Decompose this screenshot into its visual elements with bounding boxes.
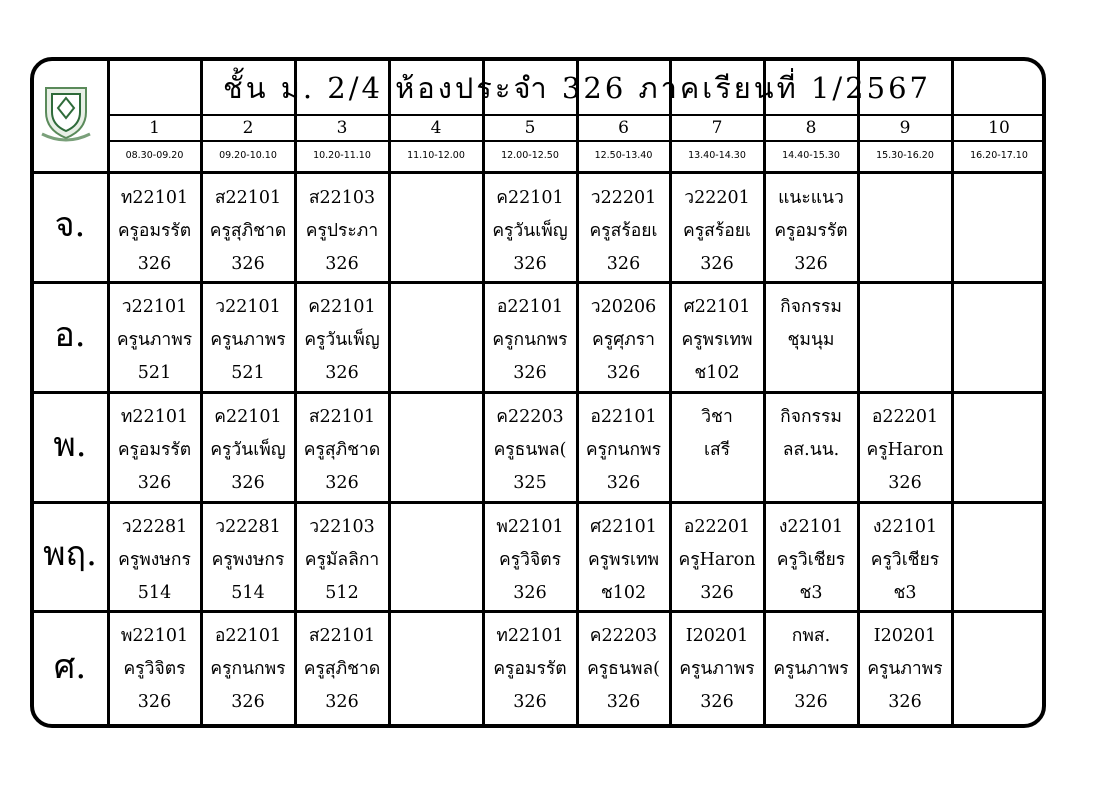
- teacher-name: ครูอมรรัต: [493, 659, 567, 679]
- room-number: [858, 248, 952, 275]
- teacher-name: ครูมัลลิกา: [304, 550, 380, 570]
- room-number: [670, 467, 764, 495]
- period-time: 08.30-09.20: [125, 150, 184, 161]
- room-number: [952, 686, 1046, 719]
- day-label: จ.: [54, 205, 86, 245]
- teacher-name: ครูวันเพ็ญ: [210, 440, 286, 460]
- teacher-name: [952, 544, 1046, 577]
- period-number: 5: [524, 118, 536, 138]
- subject-code: I20201: [873, 626, 937, 646]
- room-number: 514: [231, 583, 265, 603]
- timetable-cell: [858, 401, 952, 495]
- teacher-name: ครูธนพล(: [587, 659, 660, 679]
- room-number: ช3: [799, 583, 823, 603]
- timetable-cell: [389, 182, 483, 275]
- timetable-cell: [952, 511, 1046, 604]
- subject-code: พ22101: [120, 626, 189, 646]
- subject-code: [389, 291, 483, 324]
- teacher-name: เสรี: [703, 440, 731, 460]
- teacher-name: [952, 215, 1046, 248]
- timetable-cell: [670, 401, 764, 495]
- timetable-cell: [858, 182, 952, 275]
- subject-code: กิจกรรม: [780, 297, 842, 317]
- subject-code: อ22201: [871, 407, 939, 427]
- room-number: 326: [606, 692, 641, 712]
- room-number: 326: [325, 473, 359, 493]
- teacher-name: ครูอมรรัต: [117, 221, 192, 241]
- room-number: 326: [700, 583, 734, 603]
- teacher-name: ครูHaron: [678, 550, 756, 570]
- timetable-cell: [389, 291, 483, 385]
- timetable-cell: [201, 291, 295, 385]
- timetable-cell: [858, 511, 952, 604]
- room-number: 326: [325, 254, 359, 274]
- room-number: 326: [700, 692, 734, 712]
- subject-code: ค22101: [496, 188, 564, 208]
- period-time: 14.40-15.30: [782, 150, 840, 161]
- subject-code: [952, 620, 1046, 653]
- room-number: [952, 467, 1046, 495]
- teacher-name: ครูพงษกร: [118, 550, 191, 570]
- room-number: [389, 467, 483, 495]
- row-divider: [30, 171, 1046, 174]
- row-divider: [30, 391, 1046, 394]
- timetable-cell: [952, 620, 1046, 720]
- timetable-cell: [108, 620, 201, 720]
- teacher-name: ครูนภาพร: [116, 330, 193, 350]
- timetable-cell: [108, 291, 201, 385]
- timetable-cell: [108, 511, 201, 604]
- room-number: [389, 686, 483, 719]
- day-label: พฤ.: [43, 534, 97, 574]
- day-label: พ.: [53, 425, 87, 465]
- room-number: 326: [137, 692, 172, 712]
- teacher-name: [858, 215, 952, 248]
- timetable-cell: [577, 291, 670, 385]
- timetable-cell: [483, 182, 577, 275]
- subject-code: ค22101: [308, 297, 376, 317]
- period-number: 6: [618, 118, 629, 138]
- teacher-name: ครูกนกพร: [585, 440, 662, 460]
- room-number: 512: [325, 583, 359, 603]
- timetable-cell: [577, 620, 670, 720]
- timetable-cell: [670, 291, 764, 385]
- teacher-name: ครูนภาพร: [210, 330, 286, 350]
- teacher-name: ครูสุภิชาด: [209, 221, 287, 241]
- subject-code: ว22281: [121, 517, 188, 537]
- room-number: 326: [888, 692, 922, 712]
- timetable-cell: [670, 511, 764, 604]
- room-number: 514: [137, 583, 172, 603]
- timetable-cell: [295, 620, 389, 720]
- timetable-cell: [295, 291, 389, 385]
- subject-code: ค22203: [496, 407, 564, 427]
- teacher-name: ครูนภาพร: [679, 659, 755, 679]
- timetable-cell: [670, 182, 764, 275]
- subject-code: อ22201: [683, 517, 751, 537]
- timetable-cell: [577, 182, 670, 275]
- teacher-name: ชุมนุม: [787, 330, 835, 350]
- subject-code: อ22101: [590, 407, 657, 427]
- timetable-cell: [201, 620, 295, 720]
- timetable-cell: [108, 401, 201, 495]
- period-number: 1: [149, 118, 160, 138]
- timetable-cell: [952, 291, 1046, 385]
- teacher-name: ครูพงษกร: [211, 550, 285, 570]
- teacher-name: [952, 434, 1046, 467]
- room-number: [389, 248, 483, 275]
- teacher-name: ครูศุภรา: [592, 330, 655, 350]
- subject-code: อ22101: [496, 297, 564, 317]
- period-number: 3: [336, 118, 348, 138]
- room-number: 326: [137, 254, 172, 274]
- period-time: 10.20-11.10: [313, 150, 371, 161]
- subject-code: [858, 182, 952, 215]
- subject-code: ง22101: [872, 517, 938, 537]
- teacher-name: [952, 653, 1046, 686]
- room-number: [952, 248, 1046, 275]
- room-number: 326: [325, 363, 359, 383]
- timetable-cell: [764, 511, 858, 604]
- timetable-cell: [764, 401, 858, 495]
- room-number: 326: [513, 583, 547, 603]
- teacher-name: ครูพรเทพ: [681, 330, 753, 350]
- timetable-cell: [389, 620, 483, 720]
- timetable-cell: [764, 182, 858, 275]
- timetable-cell: [764, 291, 858, 385]
- subject-code: ค22203: [589, 626, 658, 646]
- teacher-name: ครูวันเพ็ญ: [304, 330, 380, 350]
- room-number: 326: [700, 254, 734, 274]
- subject-code: ท22101: [120, 407, 189, 427]
- room-number: [764, 467, 858, 495]
- period-number: 4: [430, 118, 442, 138]
- room-number: 326: [231, 254, 265, 274]
- subject-code: ว22103: [309, 517, 375, 537]
- subject-code: [858, 291, 952, 324]
- timetable-cell: [670, 620, 764, 720]
- subject-code: แนะแนว: [778, 188, 844, 208]
- room-number: 326: [606, 254, 641, 274]
- teacher-name: [389, 434, 483, 467]
- period-time: 16.20-17.10: [970, 150, 1028, 161]
- subject-code: ว22281: [215, 517, 281, 537]
- room-number: 325: [513, 473, 547, 493]
- teacher-name: [952, 324, 1046, 357]
- period-number: 9: [899, 118, 911, 138]
- subject-code: [952, 182, 1046, 215]
- timetable-cell: [389, 401, 483, 495]
- teacher-name: [389, 544, 483, 577]
- timetable-cell: [952, 401, 1046, 495]
- row-divider: [30, 610, 1046, 613]
- timetable-cell: [858, 291, 952, 385]
- teacher-name: ครูอมรรัต: [774, 221, 848, 241]
- subject-code: ส22103: [308, 188, 376, 208]
- subject-code: ท22101: [120, 188, 189, 208]
- period-number: 10: [988, 118, 1010, 138]
- teacher-name: [858, 324, 952, 357]
- teacher-name: ครูธนพล(: [493, 440, 567, 460]
- timetable-cell: [389, 511, 483, 604]
- room-number: ช3: [893, 583, 917, 603]
- room-number: 326: [794, 254, 828, 274]
- subject-code: ว20206: [590, 297, 657, 317]
- room-number: 326: [606, 473, 641, 493]
- room-number: [764, 357, 858, 385]
- room-number: 326: [137, 473, 172, 493]
- timetable-cell: [858, 620, 952, 720]
- timetable-cell: [577, 401, 670, 495]
- room-number: 326: [606, 363, 641, 383]
- room-number: [858, 357, 952, 385]
- teacher-name: ครูวันเพ็ญ: [492, 221, 568, 241]
- subject-code: พ22101: [496, 517, 564, 537]
- room-number: 326: [794, 692, 828, 712]
- subject-code: [952, 511, 1046, 544]
- timetable-cell: [483, 401, 577, 495]
- subject-code: ศ22101: [590, 517, 657, 537]
- teacher-name: [389, 324, 483, 357]
- timetable-cell: [201, 511, 295, 604]
- teacher-name: ครูอมรรัต: [117, 440, 192, 460]
- room-number: ช102: [600, 583, 647, 603]
- subject-code: ศ22101: [683, 297, 751, 317]
- subject-code: กพส.: [791, 626, 831, 646]
- timetable-cell: [295, 182, 389, 275]
- row-divider: [108, 114, 1046, 116]
- timetable-cell: [764, 620, 858, 720]
- subject-code: I20201: [685, 626, 749, 646]
- timetable-cell: [483, 620, 577, 720]
- subject-code: ว22101: [121, 297, 188, 317]
- timetable-cell: [483, 511, 577, 604]
- subject-code: ว22101: [215, 297, 281, 317]
- room-number: 326: [231, 473, 265, 493]
- period-number: 8: [805, 118, 817, 138]
- room-number: ช102: [694, 363, 740, 383]
- teacher-name: ครูนภาพร: [773, 659, 849, 679]
- subject-code: ว22201: [590, 188, 657, 208]
- timetable-cell: [108, 182, 201, 275]
- row-divider: [30, 281, 1046, 284]
- subject-code: ว22201: [684, 188, 750, 208]
- subject-code: [952, 291, 1046, 324]
- teacher-name: ครูนภาพร: [867, 659, 943, 679]
- period-time: 12.50-13.40: [594, 150, 653, 161]
- period-time: 11.10-12.00: [407, 150, 465, 161]
- room-number: 326: [513, 692, 547, 712]
- row-divider: [30, 501, 1046, 504]
- teacher-name: [389, 653, 483, 686]
- timetable-cell: [295, 401, 389, 495]
- teacher-name: ครูวิจิตร: [123, 659, 186, 679]
- teacher-name: ลส.นน.: [782, 440, 840, 460]
- subject-code: ส22101: [308, 407, 376, 427]
- period-time: 15.30-16.20: [876, 150, 934, 161]
- period-time: 13.40-14.30: [688, 150, 746, 161]
- school-logo: [38, 82, 94, 144]
- teacher-name: ครูสุภิชาด: [303, 659, 381, 679]
- period-number: 2: [242, 118, 254, 138]
- day-label: อ.: [54, 315, 86, 355]
- room-number: 521: [231, 363, 265, 383]
- teacher-name: ครูสุภิชาด: [303, 440, 381, 460]
- timetable-cell: [952, 182, 1046, 275]
- room-number: 326: [888, 473, 922, 493]
- subject-code: [389, 620, 483, 653]
- timetable-cell: [295, 511, 389, 604]
- subject-code: วิชา: [701, 407, 733, 427]
- teacher-name: ครูประภา: [305, 221, 379, 241]
- room-number: 326: [325, 692, 359, 712]
- timetable-cell: [201, 182, 295, 275]
- teacher-name: ครูวิเชียร: [870, 550, 940, 570]
- teacher-name: ครูวิเชียร: [776, 550, 846, 570]
- teacher-name: ครูสร้อยเ: [589, 221, 658, 241]
- subject-code: ท22101: [496, 626, 564, 646]
- room-number: [389, 577, 483, 604]
- teacher-name: ครูกนกพร: [210, 659, 286, 679]
- teacher-name: ครูพรเทพ: [587, 550, 660, 570]
- timetable-cell: [577, 511, 670, 604]
- room-number: [952, 357, 1046, 385]
- teacher-name: ครูสร้อยเ: [683, 221, 751, 241]
- subject-code: [389, 182, 483, 215]
- room-number: [389, 357, 483, 385]
- teacher-name: [389, 215, 483, 248]
- timetable-cell: [483, 291, 577, 385]
- day-label: ศ.: [53, 647, 87, 687]
- subject-code: [952, 401, 1046, 434]
- room-number: [952, 577, 1046, 604]
- subject-code: อ22101: [214, 626, 282, 646]
- period-time: 09.20-10.10: [219, 150, 277, 161]
- room-number: 521: [137, 363, 172, 383]
- subject-code: [389, 401, 483, 434]
- teacher-name: ครูHaron: [866, 440, 944, 460]
- teacher-name: ครูวิจิตร: [499, 550, 561, 570]
- timetable-cell: [201, 401, 295, 495]
- subject-code: [389, 511, 483, 544]
- room-number: 326: [513, 363, 547, 383]
- room-number: 326: [513, 254, 547, 274]
- room-number: 326: [231, 692, 265, 712]
- period-time: 12.00-12.50: [501, 150, 559, 161]
- subject-code: ส22101: [214, 188, 282, 208]
- subject-code: กิจกรรม: [780, 407, 842, 427]
- period-number: 7: [711, 118, 723, 138]
- teacher-name: ครูกนกพร: [492, 330, 568, 350]
- subject-code: ส22101: [308, 626, 376, 646]
- subject-code: ค22101: [214, 407, 282, 427]
- subject-code: ง22101: [778, 517, 844, 537]
- page-title: ชั้น ม. 2/4 ห้องประจำ 326 ภาคเรียนที่ 1/2567: [223, 71, 931, 105]
